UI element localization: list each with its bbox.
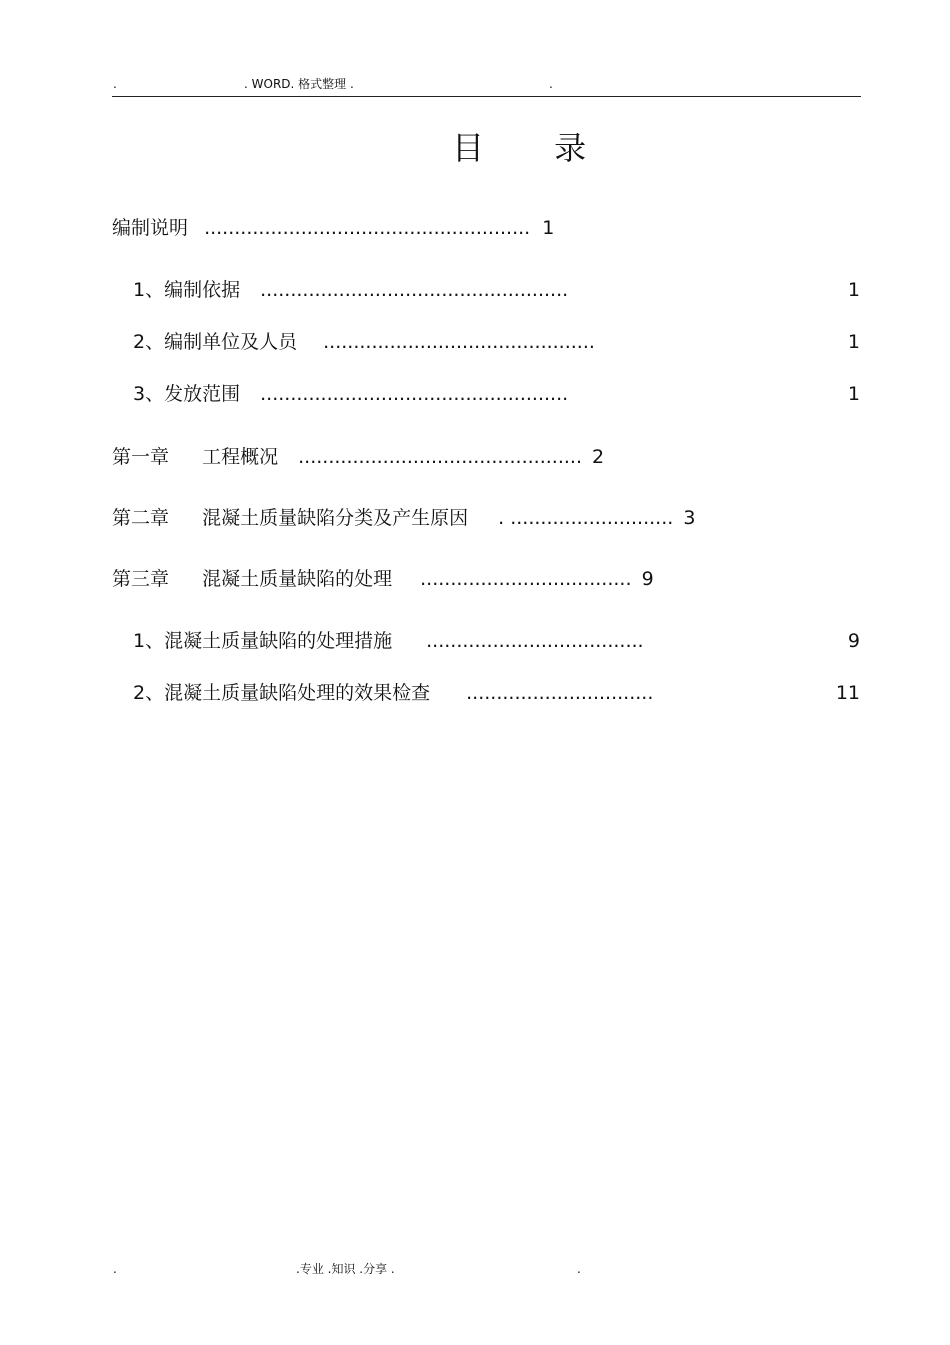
toc-page: 1 (847, 383, 860, 405)
footer-dot-right: . (577, 1262, 581, 1276)
toc-label: 编制说明 (112, 217, 189, 239)
toc-leader: ...................................................... (204, 217, 531, 239)
toc-entry-chapter-1[interactable] (112, 444, 604, 470)
toc-label: 2、混凝土质量缺陷处理的效果检查 (133, 682, 431, 704)
toc-leader: ................................... (420, 568, 632, 590)
toc-page: 11 (835, 682, 860, 704)
header-text: . WORD. 格式整理 . (244, 77, 354, 91)
toc-label: 2、编制单位及人员 (133, 331, 298, 353)
toc-entry-inspection[interactable] (133, 680, 653, 706)
toc-label: 3、发放范围 (133, 383, 241, 405)
toc-entry-basis[interactable] (133, 277, 568, 303)
toc-leader: ............................................. (323, 331, 595, 353)
header-dot-left: . (113, 77, 117, 91)
page-title: 目 录 (452, 129, 617, 167)
footer-text: .专业 .知识 .分享 . (296, 1262, 395, 1276)
toc-label: 1、混凝土质量缺陷的处理措施 (133, 630, 393, 652)
footer-dot-left: . (113, 1262, 117, 1276)
toc-leader: ............................... (466, 682, 654, 704)
toc-page: 9 (641, 568, 654, 590)
toc-page: 1 (847, 279, 860, 301)
toc-page: 1 (847, 331, 860, 353)
toc-leader: ................................................... (260, 279, 569, 301)
toc-page: 3 (683, 507, 696, 529)
toc-leader: ............................................... (298, 446, 582, 468)
toc-entry-measures[interactable] (133, 628, 644, 654)
header-dot-right: . (549, 77, 553, 91)
toc-leader: . ........................... (498, 507, 674, 529)
toc-page: 2 (592, 446, 605, 468)
toc-page: 9 (847, 630, 860, 652)
toc-chapter-number: 第一章 (112, 446, 170, 468)
toc-label: 混凝土质量缺陷分类及产生原因 (202, 507, 469, 529)
toc-page: 1 (542, 217, 555, 239)
toc-chapter-number: 第二章 (112, 507, 170, 529)
toc-entry-units[interactable] (133, 329, 595, 355)
toc-leader: .................................... (426, 630, 644, 652)
toc-entry-preface[interactable] (112, 215, 554, 241)
toc-leader: ................................................... (260, 383, 569, 405)
toc-label: 混凝土质量缺陷的处理 (202, 568, 393, 590)
toc-label: 1、编制依据 (133, 279, 241, 301)
toc-chapter-number: 第三章 (112, 568, 170, 590)
toc-entry-chapter-3[interactable] (112, 566, 654, 592)
toc-label: 工程概况 (202, 446, 279, 468)
toc-entry-chapter-2[interactable] (112, 505, 695, 531)
header-divider (112, 96, 861, 97)
toc-entry-scope[interactable] (133, 381, 568, 407)
